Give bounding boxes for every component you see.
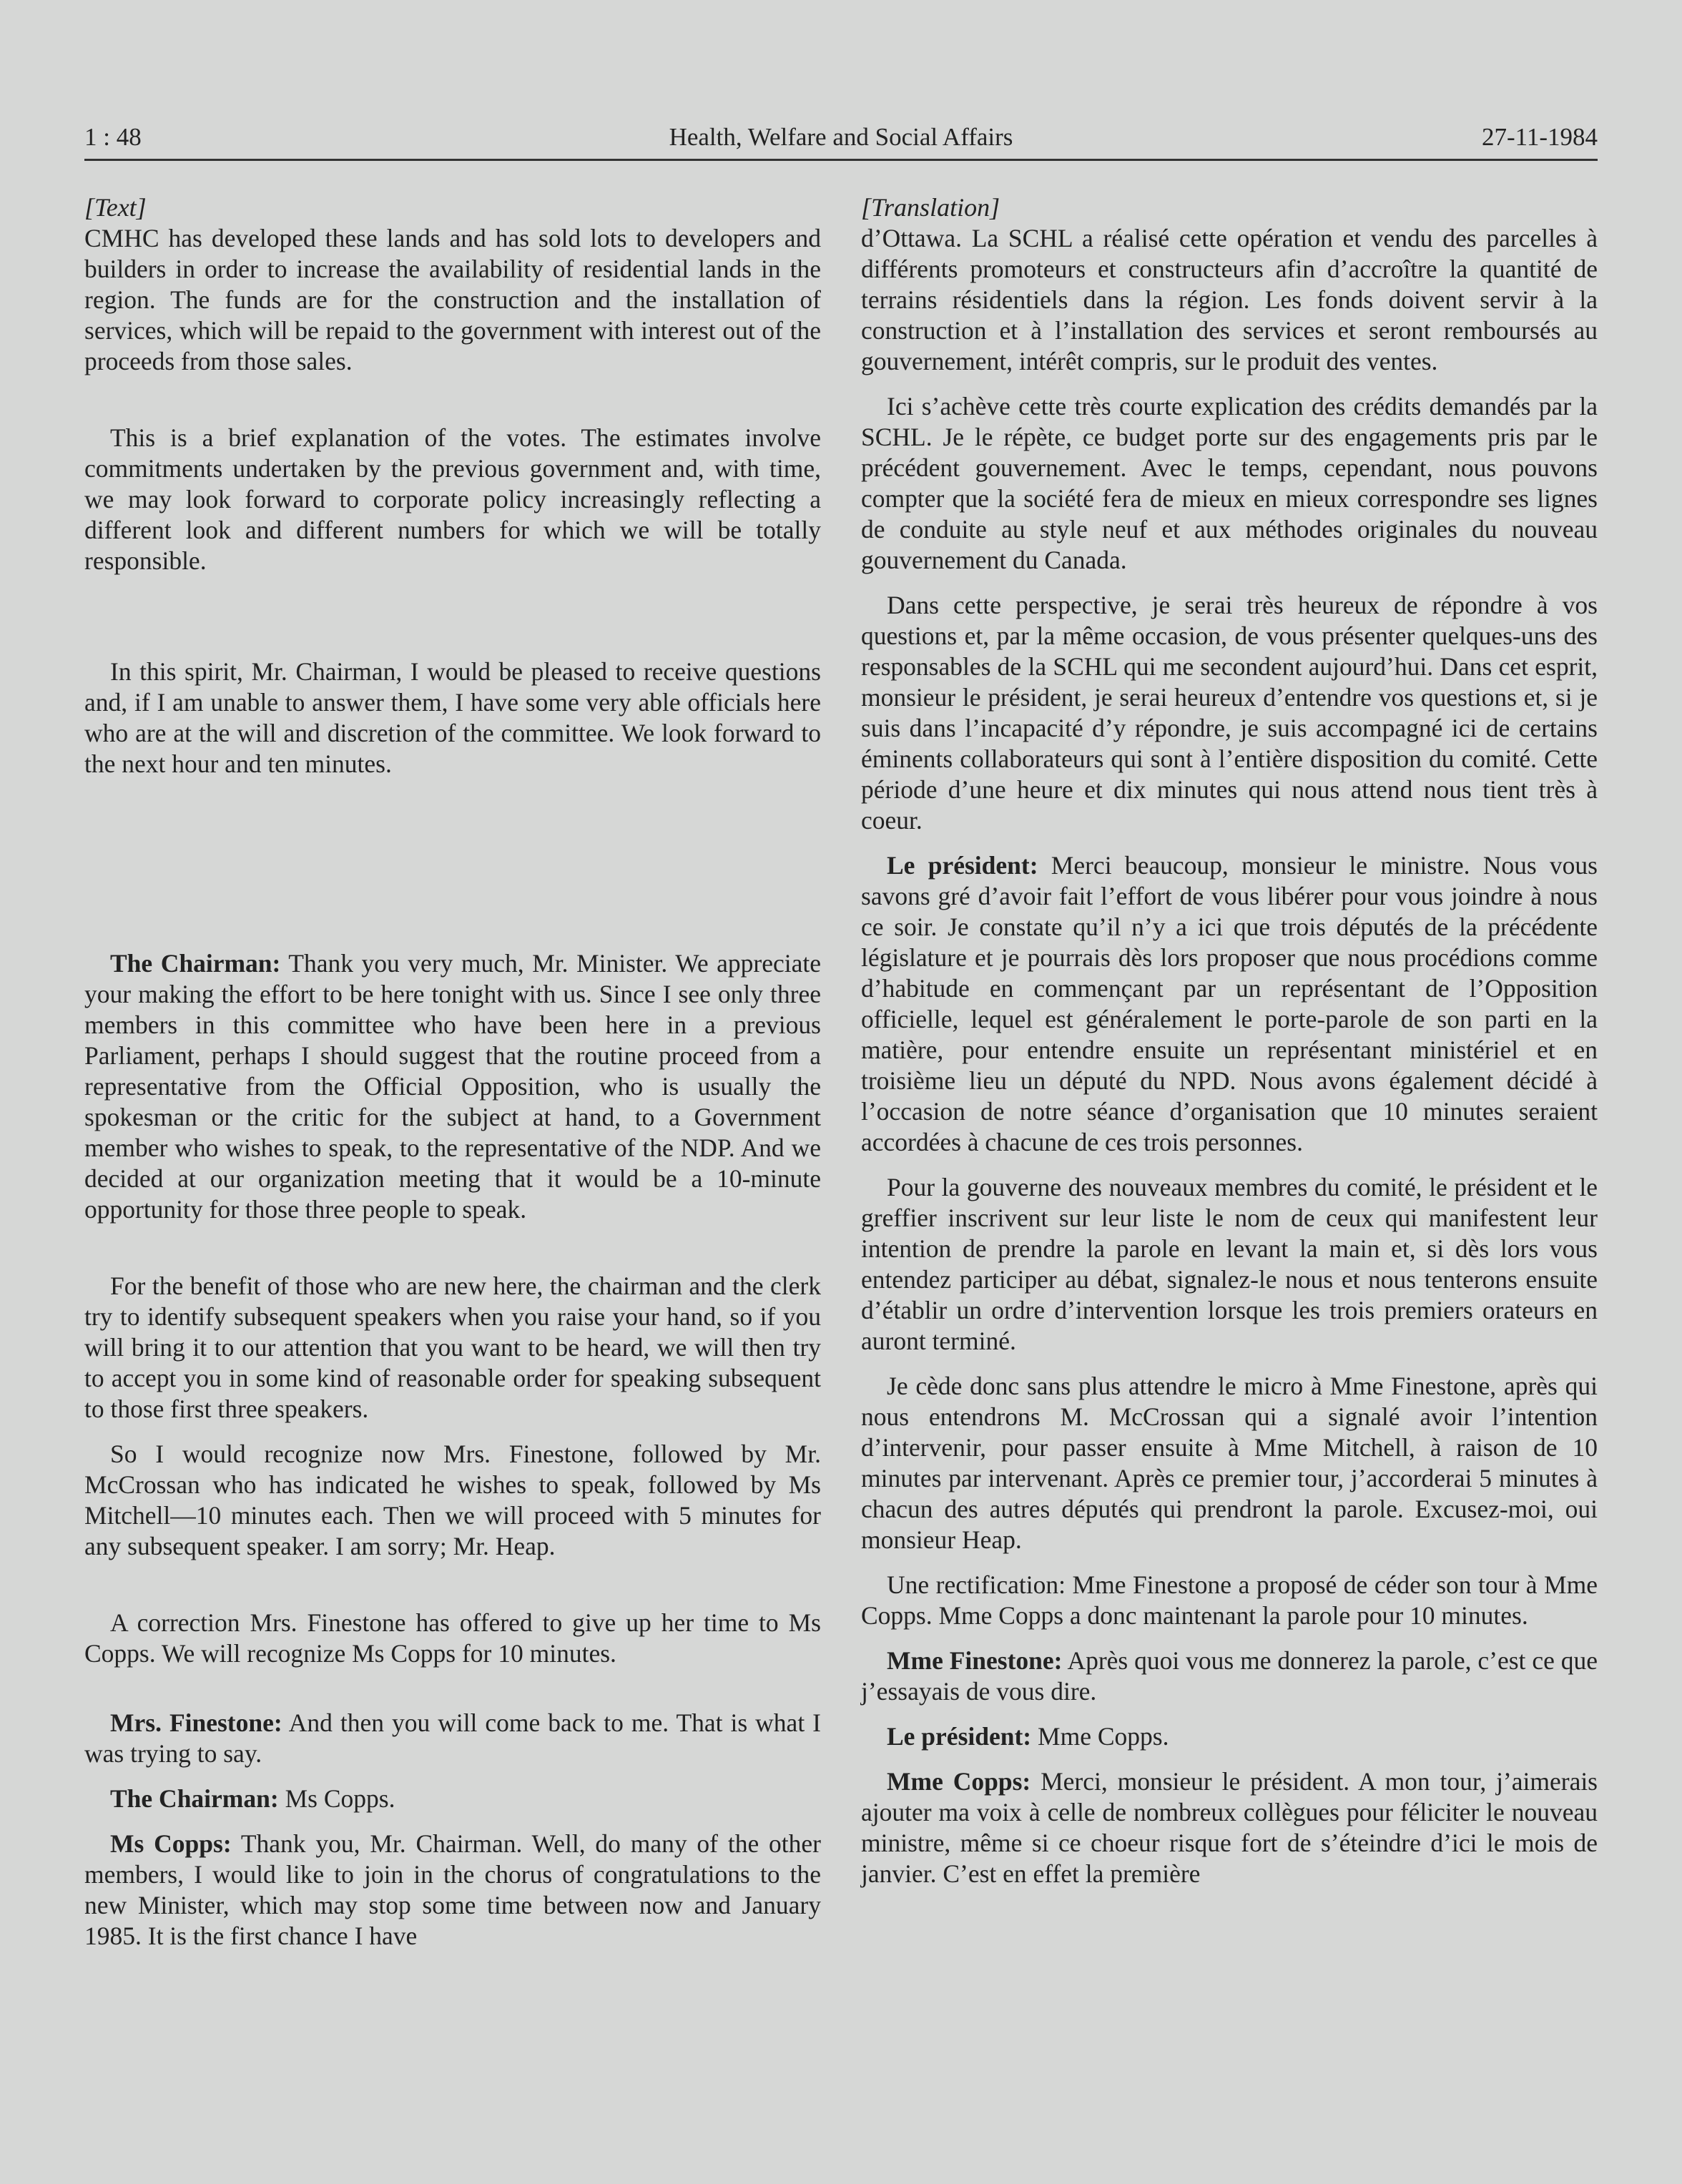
speech-paragraph bbox=[861, 1766, 1598, 1889]
speaker-name: Le président: bbox=[887, 851, 1038, 880]
speech-paragraph bbox=[84, 1784, 821, 1814]
french-column bbox=[861, 192, 1598, 1889]
speech-paragraph bbox=[861, 1721, 1598, 1752]
paragraph: A correction Mrs. Finestone has offered to give up her time to Ms Copps. We will recognize Ms Copps for 10 minutes. bbox=[84, 1608, 821, 1668]
speech-text: Thank you, Mr. Chairman. Well, do many of the other members, I would like to join in the chorus of congratulations to the new Minister, which may stop some time between now and January 1985. It is the first chance I have bbox=[84, 1829, 821, 1950]
speaker-name: Ms Copps: bbox=[110, 1829, 232, 1858]
speech-text: Merci beaucoup, monsieur le ministre. Nous vous savons gré d’avoir fait l’effort de vous libérer pour vous joindre à nous ce soir. Je constate qu’il n’y a ici que trois députés de la précédente législature et je pourrais dès lors proposer que nous procédions comme d’habitude en commençant par un représentant de l’Opposition officielle, lequel est généralement le porte-parole de son parti en la matière, pour entendre ensuite un représentant ministériel et en troisième lieu un député du NPD. Nous avons également décidé à l’occasion de notre séance d’organisation que 10 minutes seraient accordées à chacune de ces trois personnes. bbox=[861, 851, 1598, 1156]
speech-text: Merci, monsieur le président. A mon tour, j’aimerais ajouter ma voix à celle de nombreux collègues pour féliciter le nouveau ministre, même si ce choeur risque fort de s’éteindre d’ici le mois de janvier. C’est en effet la première bbox=[861, 1767, 1598, 1888]
translation-tag: [Translation] bbox=[861, 193, 1000, 222]
speaker-name: Mrs. Finestone: bbox=[110, 1708, 282, 1737]
speech-text: Thank you very much, Mr. Minister. We appreciate your making the effort to be here tonight with us. Since I see only three members in this committee who have been here in a previous Parliament, perhaps I should suggest that the routine proceed from a representative from the Official Opposition, who is usually the spokesman or the critic for the subject at hand, to a Government member who wishes to speak, to the representative of the NDP. And we decided at our organization meeting that it would be a 10-minute opportunity for those three people to speak. bbox=[84, 949, 821, 1224]
page-number: 1 : 48 bbox=[84, 123, 142, 151]
paragraph: Une rectification: Mme Finestone a proposé de céder son tour à Mme Copps. Mme Copps a donc maintenant la parole pour 10 minutes. bbox=[861, 1570, 1598, 1630]
paragraph: Dans cette perspective, je serai très heureux de répondre à vos questions et, par la même occasion, de vous présenter quelques-uns des responsables de la SCHL qui me secondent aujourd’hui. Dans cet esprit, monsieur le président, je serai heureux d’entendre vos questions et, si je suis dans l’incapacité d’y répondre, je suis accompagné ici de certains éminents collaborateurs qui sont à l’entière disposition du comité. Cette période d’une heure et dix minutes qui nous attend nous tient très à coeur. bbox=[861, 591, 1598, 835]
paragraph: Ici s’achève cette très courte explication des crédits demandés par la SCHL. Je le répète, ce budget porte sur des engagements pris par le précédent gouvernement. Avec le temps, cependant, nous pouvons compter que la société fera de mieux en mieux correspondre ses lignes de conduite au style neuf et aux méthodes originales du nouveau gouvernement du Canada. bbox=[861, 392, 1598, 574]
speech-paragraph bbox=[861, 1646, 1598, 1707]
speaker-name: The Chairman: bbox=[110, 949, 281, 978]
paragraph: CMHC has developed these lands and has sold lots to developers and builders in order to increase the availability of residential lands in the region. The funds are for the construction and the installation of services, which will be repaid to the government with interest out of the proceeds from those sales. bbox=[84, 224, 821, 375]
speech-paragraph bbox=[84, 1708, 821, 1769]
speaker-name: Le président: bbox=[887, 1722, 1032, 1751]
paragraph: Je cède donc sans plus attendre le micro à Mme Finestone, après qui nous entendrons M. McCrossan qui a signalé avoir l’intention d’intervenir, pour passer ensuite à Mme Mitchell, à raison de 10 minutes par intervenant. Après ce premier tour, j’accorderai 5 minutes à chacun des autres députés qui prendront la parole. Excusez-moi, oui monsieur Heap. bbox=[861, 1372, 1598, 1554]
paragraph: d’Ottawa. La SCHL a réalisé cette opération et vendu des parcelles à différents promoteurs et constructeurs afin d’accroître la quantité de terrains résidentiels dans la région. Les fonds doivent servir à la construction et à l’installation des services et seront remboursés au gouvernement, intérêt compris, sur le produit des ventes. bbox=[861, 224, 1598, 375]
paragraph: Pour la gouverne des nouveaux membres du comité, le président et le greffier inscrivent sur leur liste le nom de ceux qui manifestent leur intention de prendre la parole en levant la main et, si dès lors vous entendez participer au débat, signalez-le nous et nous tenterons ensuite d’établir un ordre d’intervention lorsque les trois premiers orateurs en auront terminé. bbox=[861, 1173, 1598, 1355]
paragraph: For the benefit of those who are new here, the chairman and the clerk try to identify subsequent speakers when you raise your hand, so if you will bring it to our attention that you want to be heard, we will then try to accept you in some kind of reasonable order for speaking subsequent to those first three speakers. bbox=[84, 1271, 821, 1423]
page-header bbox=[84, 120, 1598, 161]
paragraph: This is a brief explanation of the votes. The estimates involve commitments undertaken by the previous government and, with time, we may look forward to corporate policy increasingly reflecting a different look and different numbers for which we will be totally responsible. bbox=[84, 423, 821, 575]
speech-paragraph bbox=[861, 850, 1598, 1158]
speech-paragraph bbox=[84, 948, 821, 1225]
speech-text: Après quoi vous me donnerez la parole, c’est ce que j’essayais de vous dire. bbox=[861, 1646, 1598, 1706]
paragraph: So I would recognize now Mrs. Finestone, followed by Mr. McCrossan who has indicated he wishes to speak, followed by Ms Mitchell—10 minutes each. Then we will proceed with 5 minutes for any subsequent speaker. I am sorry; Mr. Heap. bbox=[84, 1440, 821, 1560]
paragraph: In this spirit, Mr. Chairman, I would be pleased to receive questions and, if I am unable to answer them, I have some very able officials here who are at the will and discretion of the committee. We look forward to the next hour and ten minutes. bbox=[84, 657, 821, 778]
speech-text: Ms Copps. bbox=[278, 1784, 395, 1813]
speech-paragraph bbox=[84, 1829, 821, 1952]
speech-text: Mme Copps. bbox=[1031, 1722, 1169, 1751]
header-date: 27-11-1984 bbox=[1481, 123, 1598, 151]
speaker-name: The Chairman: bbox=[110, 1784, 279, 1813]
speech-text: And then you will come back to me. That is what I was trying to say. bbox=[84, 1708, 821, 1768]
text-tag: [Text] bbox=[84, 193, 147, 222]
speaker-name: Mme Copps: bbox=[887, 1767, 1031, 1796]
running-title: Health, Welfare and Social Affairs bbox=[669, 123, 1013, 151]
english-column bbox=[84, 192, 821, 1952]
speaker-name: Mme Finestone: bbox=[887, 1646, 1063, 1675]
